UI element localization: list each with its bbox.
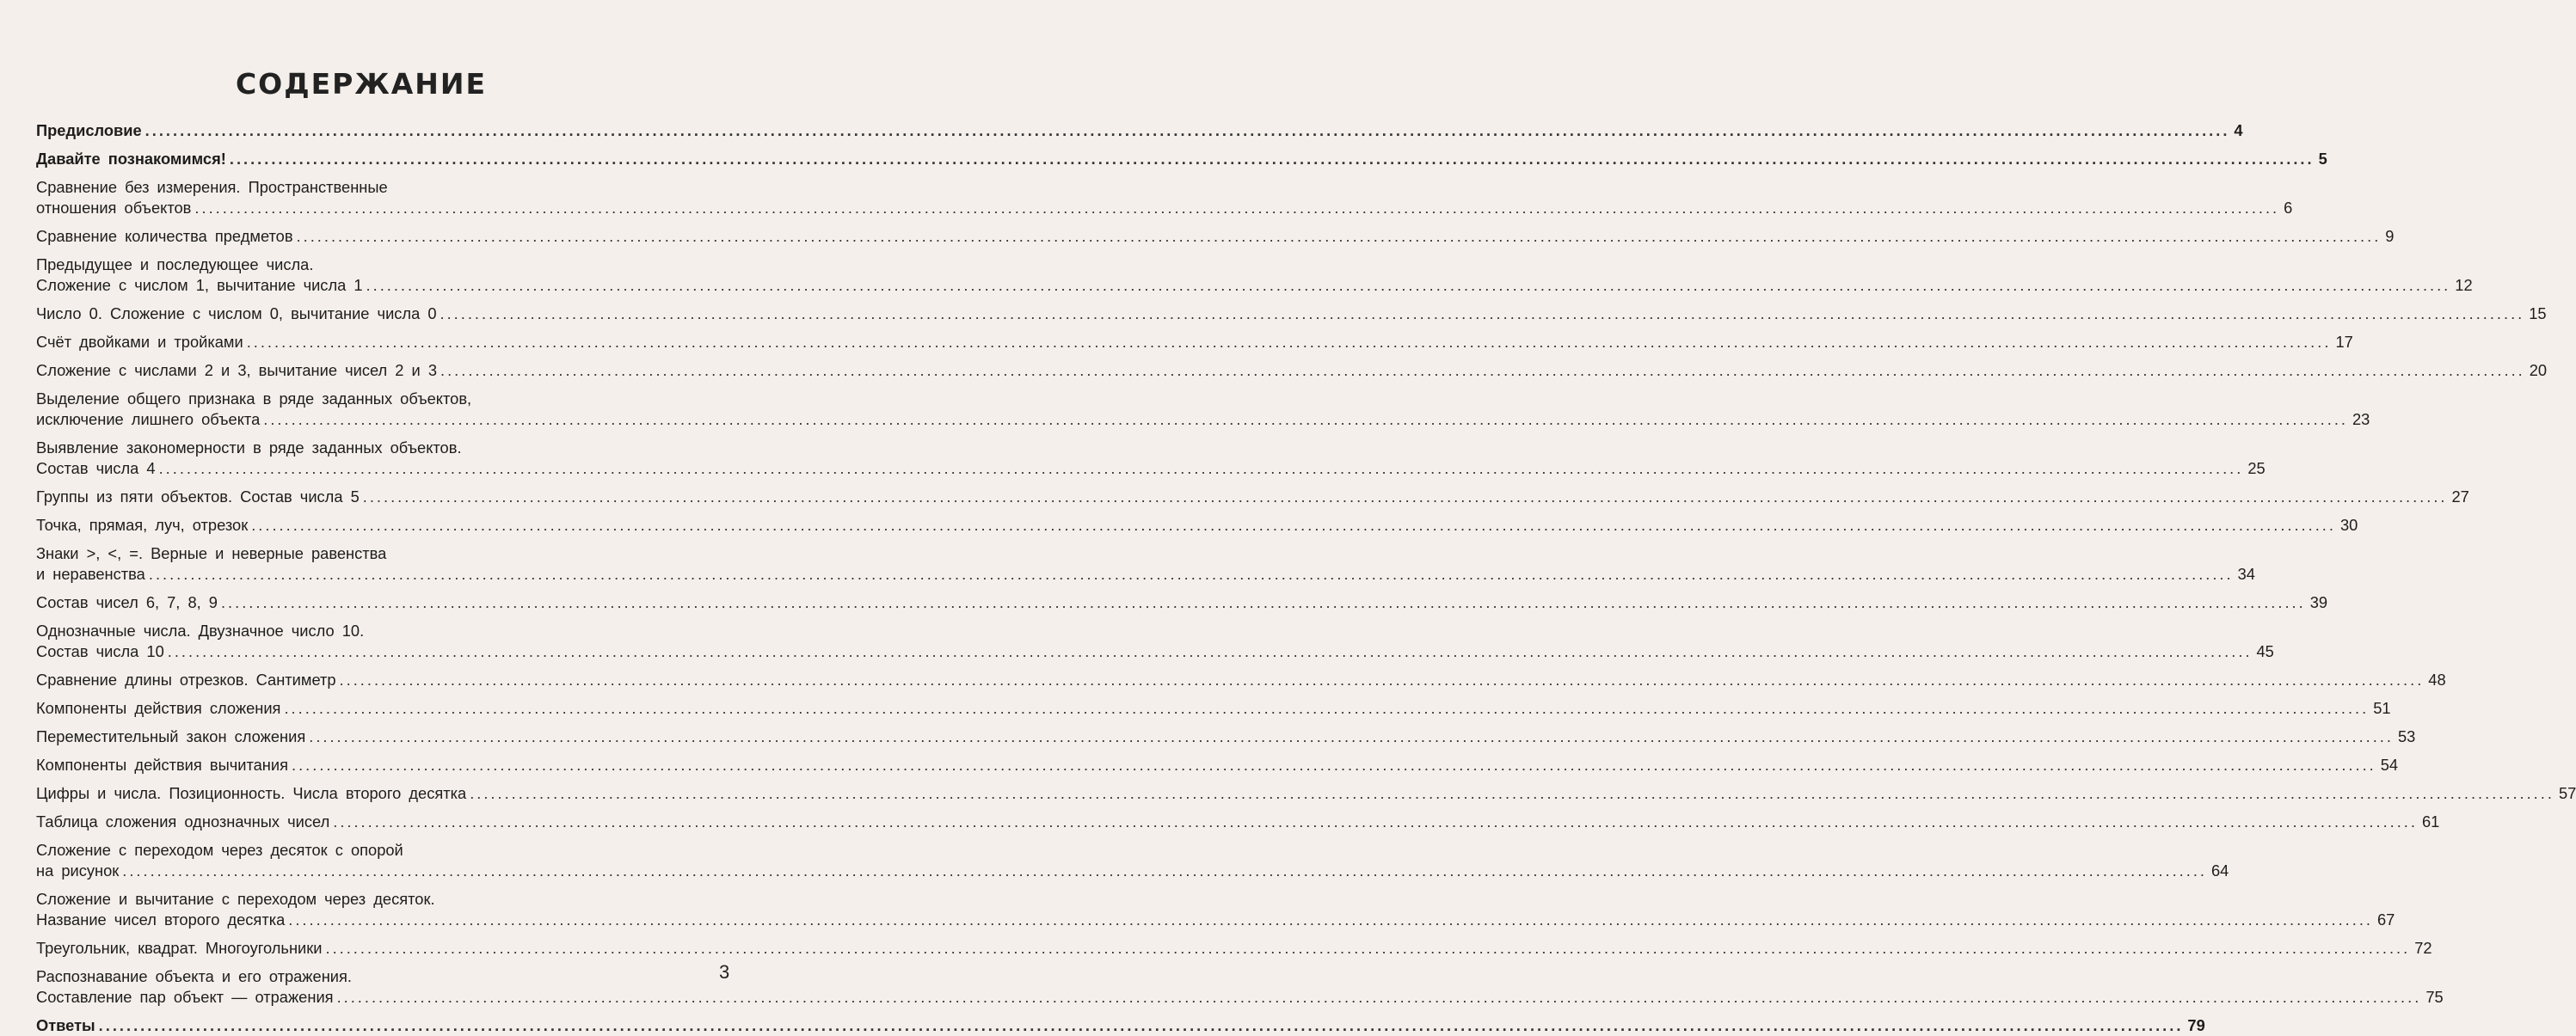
toc-entry-line (36, 389, 677, 409)
toc-entry (36, 621, 2274, 662)
page-number: 3 (719, 961, 730, 983)
toc-entry-line (36, 889, 677, 910)
toc-entry-title: Число 0. Сложение с числом 0, вычитание числа 0 (36, 304, 437, 322)
toc-entry-line (36, 515, 2358, 536)
toc-entry-line (36, 409, 2370, 430)
toc-entry-line (36, 641, 2274, 662)
toc-entry-page: 75 (2425, 988, 2444, 1006)
page-title: СОДЕРЖАНИЕ (235, 67, 488, 101)
dot-leader: ............................................................................................................................................................................................................................................................................................................ (284, 699, 2370, 717)
dot-leader: ............................................................................................................................................................................................................................................................................................................ (194, 199, 2280, 217)
toc-entry-title: Состав чисел 6, 7, 8, 9 (36, 593, 218, 611)
toc-entry-line (36, 332, 2353, 352)
toc-entry-page: 39 (2309, 593, 2328, 611)
dot-leader: ............................................................................................................................................................................................................................................................................................................ (98, 1016, 2184, 1034)
toc-entry-line (36, 592, 2328, 613)
toc-entry (36, 966, 2444, 1008)
toc-entry-line (36, 812, 2440, 832)
dot-leader: ............................................................................................................................................................................................................................................................................................................ (362, 487, 2448, 506)
dot-leader: ............................................................................................................................................................................................................................................................................................................ (440, 361, 2525, 379)
toc-entry (36, 698, 2391, 719)
dot-leader: ............................................................................................................................................................................................................................................................................................................ (158, 459, 2244, 477)
toc-entry-title: Состав числа 4 (36, 459, 156, 477)
toc-entry-title: и неравенства (36, 565, 145, 583)
dot-leader: ............................................................................................................................................................................................................................................................................................................ (148, 565, 2234, 583)
toc-entry (36, 840, 2229, 881)
toc-entry-line (36, 120, 2243, 141)
toc-entry-line (36, 275, 2473, 296)
toc-entry-page: 64 (2211, 861, 2229, 880)
toc-entry (36, 1015, 2205, 1036)
toc-entry-title: Давайте познакомимся! (36, 150, 226, 168)
toc-entry-line (36, 226, 2395, 247)
toc-entry-title: Цифры и числа. Позиционность. Числа второго десятка (36, 784, 467, 802)
toc-entry-page: 61 (2421, 812, 2440, 831)
toc-entry-line (36, 543, 677, 564)
toc-entry-page: 54 (2380, 756, 2399, 774)
toc-entry (36, 812, 2440, 832)
toc-entry-page: 15 (2529, 304, 2547, 322)
toc-entry-line (36, 861, 2229, 881)
toc-entry-title: Сложение с числом 1, вычитание числа 1 (36, 276, 363, 294)
toc-entry (36, 303, 2547, 324)
toc-entry-title: Выявление закономерности в ряде заданных объектов. (36, 438, 462, 457)
toc-entry-title: Сложение и вычитание с переходом через десяток. (36, 890, 435, 908)
toc-entry-line (36, 938, 2432, 959)
toc-entry (36, 543, 2255, 585)
toc-entry-page: 4 (2234, 121, 2243, 139)
toc-entry-title: Распознавание объекта и его отражения. (36, 967, 352, 985)
toc-entry-page: 17 (2335, 333, 2353, 351)
dot-leader: ............................................................................................................................................................................................................................................................................................................ (366, 276, 2451, 294)
dot-leader: ............................................................................................................................................................................................................................................................................................................ (470, 784, 2554, 802)
toc-entry-page: 72 (2414, 939, 2432, 957)
toc-entry (36, 226, 2395, 247)
toc-entry-title: Сравнение длины отрезков. Сантиметр (36, 671, 336, 689)
toc-entry-line (36, 621, 677, 641)
toc-entry-page: 12 (2455, 276, 2473, 294)
toc-entry-page: 67 (2377, 910, 2395, 929)
dot-leader: ............................................................................................................................................................................................................................................................................................................ (263, 410, 2349, 428)
toc-entry-title: Точка, прямая, луч, отрезок (36, 516, 249, 534)
toc-entry-line (36, 783, 2576, 804)
toc-entry (36, 755, 2399, 775)
dot-leader: ............................................................................................................................................................................................................................................................................................................ (339, 671, 2425, 689)
toc-entry-page: 34 (2237, 565, 2255, 583)
dot-leader: ............................................................................................................................................................................................................................................................................................................ (122, 861, 2208, 880)
toc-entry-title: Компоненты действия сложения (36, 699, 281, 717)
toc-entry-line (36, 149, 2327, 169)
toc-entry (36, 177, 2293, 218)
toc-entry-line (36, 254, 677, 275)
toc-entry (36, 783, 2576, 804)
dot-leader: ............................................................................................................................................................................................................................................................................................................ (325, 939, 2411, 957)
toc-entry-title: Сложение с числами 2 и 3, вычитание чисел 2 и 3 (36, 361, 438, 379)
table-of-contents (36, 120, 2576, 1036)
toc-entry-line (36, 726, 2416, 747)
toc-entry-title: исключение лишнего объекта (36, 410, 261, 428)
toc-entry-page: 25 (2247, 459, 2266, 477)
toc-entry-title: Предисловие (36, 121, 142, 139)
toc-entry-page: 27 (2451, 487, 2469, 506)
toc-entry-title: Компоненты действия вычитания (36, 756, 288, 774)
toc-entry-page: 53 (2397, 727, 2416, 745)
toc-entry (36, 726, 2416, 747)
toc-entry-page: 30 (2339, 516, 2358, 534)
toc-entry-title: Сравнение количества предметов (36, 227, 293, 245)
toc-entry (36, 389, 2370, 430)
toc-entry (36, 487, 2469, 507)
toc-entry-page: 23 (2352, 410, 2370, 428)
toc-entry-line (36, 698, 2391, 719)
dot-leader: ............................................................................................................................................................................................................................................................................................................ (292, 756, 2376, 774)
toc-entry-line (36, 458, 2266, 479)
dot-leader: ............................................................................................................................................................................................................................................................................................................ (288, 910, 2374, 929)
toc-entry-title: отношения объектов (36, 199, 192, 217)
toc-entry-page: 45 (2256, 642, 2274, 660)
toc-entry-page: 57 (2558, 784, 2576, 802)
dot-leader: ............................................................................................................................................................................................................................................................................................................ (167, 642, 2253, 660)
toc-entry-line (36, 177, 677, 198)
toc-entry-title: Сложение с переходом через десяток с опорой (36, 841, 403, 859)
toc-entry-page: 5 (2318, 150, 2327, 168)
toc-entry-title: на рисунок (36, 861, 120, 880)
toc-entry-page: 51 (2373, 699, 2391, 717)
toc-entry (36, 938, 2432, 959)
toc-entry (36, 254, 2473, 296)
toc-entry-line (36, 487, 2469, 507)
dot-leader: ............................................................................................................................................................................................................................................................................................................ (220, 593, 2306, 611)
dot-leader: ............................................................................................................................................................................................................................................................................................................ (229, 150, 2315, 168)
toc-entry (36, 515, 2358, 536)
dot-leader: ............................................................................................................................................................................................................................................................................................................ (246, 333, 2332, 351)
dot-leader: ............................................................................................................................................................................................................................................................................................................ (251, 516, 2336, 534)
toc-entry-page: 20 (2529, 361, 2548, 379)
toc-entry (36, 360, 2548, 381)
toc-entry-line (36, 198, 2293, 218)
toc-entry-line (36, 966, 677, 987)
dot-leader: ............................................................................................................................................................................................................................................................................................................ (144, 121, 2230, 139)
toc-entry-title: Группы из пяти объектов. Состав числа 5 (36, 487, 360, 506)
toc-entry-title: Ответы (36, 1016, 95, 1034)
toc-entry-title: Выделение общего признака в ряде заданных объектов, (36, 389, 472, 408)
toc-entry (36, 120, 2243, 141)
toc-entry (36, 332, 2353, 352)
toc-entry-title: Название чисел второго десятка (36, 910, 286, 929)
dot-leader: ............................................................................................................................................................................................................................................................................................................ (296, 227, 2382, 245)
toc-entry-page: 9 (2385, 227, 2395, 245)
toc-entry (36, 149, 2327, 169)
toc-entry-title: Предыдущее и последующее числа. (36, 255, 314, 273)
toc-entry-page: 79 (2187, 1016, 2205, 1034)
toc-entry-line (36, 987, 2444, 1008)
toc-entry (36, 438, 2266, 479)
dot-leader: ............................................................................................................................................................................................................................................................................................................ (309, 727, 2394, 745)
toc-entry-line (36, 564, 2255, 585)
toc-entry-title: Треугольник, квадрат. Многоугольники (36, 939, 323, 957)
dot-leader: ............................................................................................................................................................................................................................................................................................................ (440, 304, 2525, 322)
toc-entry (36, 670, 2446, 690)
toc-entry (36, 889, 2395, 930)
toc-entry-title: Сравнение без измерения. Пространственные (36, 178, 388, 196)
toc-entry-line (36, 755, 2399, 775)
toc-entry (36, 592, 2328, 613)
toc-entry-title: Однозначные числа. Двузначное число 10. (36, 622, 365, 640)
toc-entry-line (36, 840, 677, 861)
toc-entry-title: Состав числа 10 (36, 642, 164, 660)
toc-entry-line (36, 1015, 2205, 1036)
toc-entry-title: Составление пар объект — отражения (36, 988, 334, 1006)
toc-entry-line (36, 360, 2548, 381)
dot-leader: ............................................................................................................................................................................................................................................................................................................ (336, 988, 2422, 1006)
toc-entry-page: 48 (2428, 671, 2446, 689)
toc-entry-title: Знаки >, <, =. Верные и неверные равенства (36, 544, 387, 562)
toc-entry-line (36, 303, 2547, 324)
toc-entry-line (36, 438, 677, 458)
toc-entry-line (36, 910, 2395, 930)
toc-entry-title: Переместительный закон сложения (36, 727, 306, 745)
toc-entry-line (36, 670, 2446, 690)
dot-leader: ............................................................................................................................................................................................................................................................................................................ (333, 812, 2418, 831)
toc-entry-page: 6 (2284, 199, 2293, 217)
toc-entry-title: Таблица сложения однозначных чисел (36, 812, 330, 831)
toc-entry-title: Счёт двойками и тройками (36, 333, 243, 351)
